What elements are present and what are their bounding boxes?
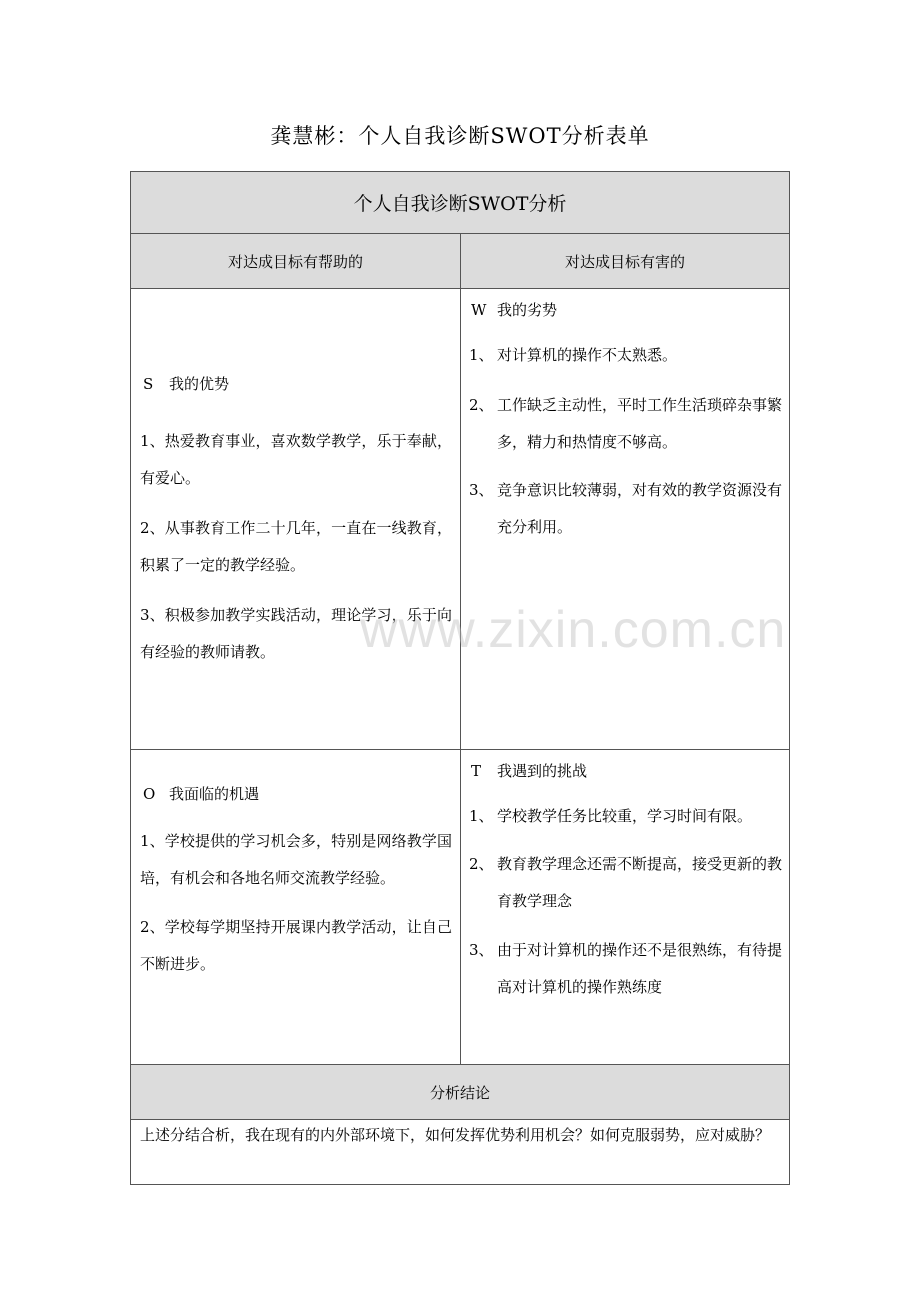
conclusion-header: 分析结论 — [130, 1064, 790, 1120]
opportunities-heading — [143, 783, 259, 804]
opportunities-cell — [130, 749, 461, 1065]
item-text: 学校教学任务比较重，学习时间有限。 — [497, 807, 753, 825]
strengths-label: 我的优势 — [169, 375, 230, 393]
opportunities-label: 我面临的机遇 — [169, 785, 260, 803]
item-text: 由于对计算机的操作还不是很熟练，有待提高对计算机的操作熟练度 — [497, 941, 783, 996]
strengths-letter: S — [143, 375, 154, 393]
swot-main-header: 个人自我诊断SWOT分析 — [130, 171, 790, 234]
item-number: 1、 — [469, 346, 494, 364]
weakness-item — [469, 337, 785, 374]
weakness-item — [469, 387, 785, 461]
weaknesses-label: 我的劣势 — [497, 301, 558, 319]
threat-item — [469, 798, 785, 835]
strengths-cell — [130, 288, 461, 750]
item-text: 对计算机的操作不太熟悉。 — [497, 346, 678, 364]
weakness-item — [469, 472, 785, 546]
item-text: 竞争意识比较薄弱，对有效的教学资源没有充分利用。 — [497, 481, 783, 536]
conclusion-cell — [130, 1119, 790, 1185]
threats-label: 我遇到的挑战 — [497, 762, 588, 780]
weaknesses-letter: W — [471, 301, 487, 319]
item-number: 3、 — [469, 941, 494, 959]
item-number: 2、 — [469, 855, 494, 873]
strength-item: 3、积极参加教学实践活动，理论学习，乐于向有经验的教师请教。 — [140, 606, 452, 661]
harmful-column-header: 对达成目标有害的 — [460, 233, 790, 289]
item-number: 1、 — [469, 807, 494, 825]
strengths-heading — [143, 373, 229, 394]
item-number: 3、 — [469, 481, 494, 499]
strength-item: 2、从事教育工作二十几年，一直在一线教育，积累了一定的教学经验。 — [140, 519, 452, 574]
strength-item: 1、热爱教育事业，喜欢数学教学，乐于奉献，有爱心。 — [140, 432, 452, 487]
threat-item — [469, 932, 785, 1006]
threats-cell — [460, 749, 790, 1065]
document-title: 龚慧彬：个人自我诊断SWOT分析表单 — [270, 124, 650, 148]
swot-table — [130, 171, 790, 1185]
helpful-column-header: 对达成目标有帮助的 — [130, 233, 461, 289]
conclusion-text: 上述分结合析，我在现有的内外部环境下，如何发挥优势利用机会？如何克服弱势，应对威胁？ — [140, 1126, 771, 1144]
opportunity-item: 2、学校每学期坚持开展课内教学活动，让自己不断进步。 — [140, 918, 452, 973]
item-text: 教育教学理念还需不断提高，接受更新的教育教学理念 — [497, 855, 783, 910]
item-number: 2、 — [469, 396, 494, 414]
item-text: 工作缺乏主动性，平时工作生活琐碎杂事繁多，精力和热情度不够高。 — [497, 396, 783, 451]
threat-item — [469, 846, 785, 920]
threats-heading — [471, 760, 587, 781]
watermark: www.zixin.com.cn — [360, 601, 787, 659]
weaknesses-cell — [460, 288, 790, 750]
opportunity-item: 1、学校提供的学习机会多，特别是网络教学国培，有机会和各地名师交流教学经验。 — [140, 832, 452, 887]
threats-letter: T — [471, 762, 482, 780]
opportunities-letter: O — [143, 785, 156, 803]
weaknesses-heading — [471, 299, 557, 320]
